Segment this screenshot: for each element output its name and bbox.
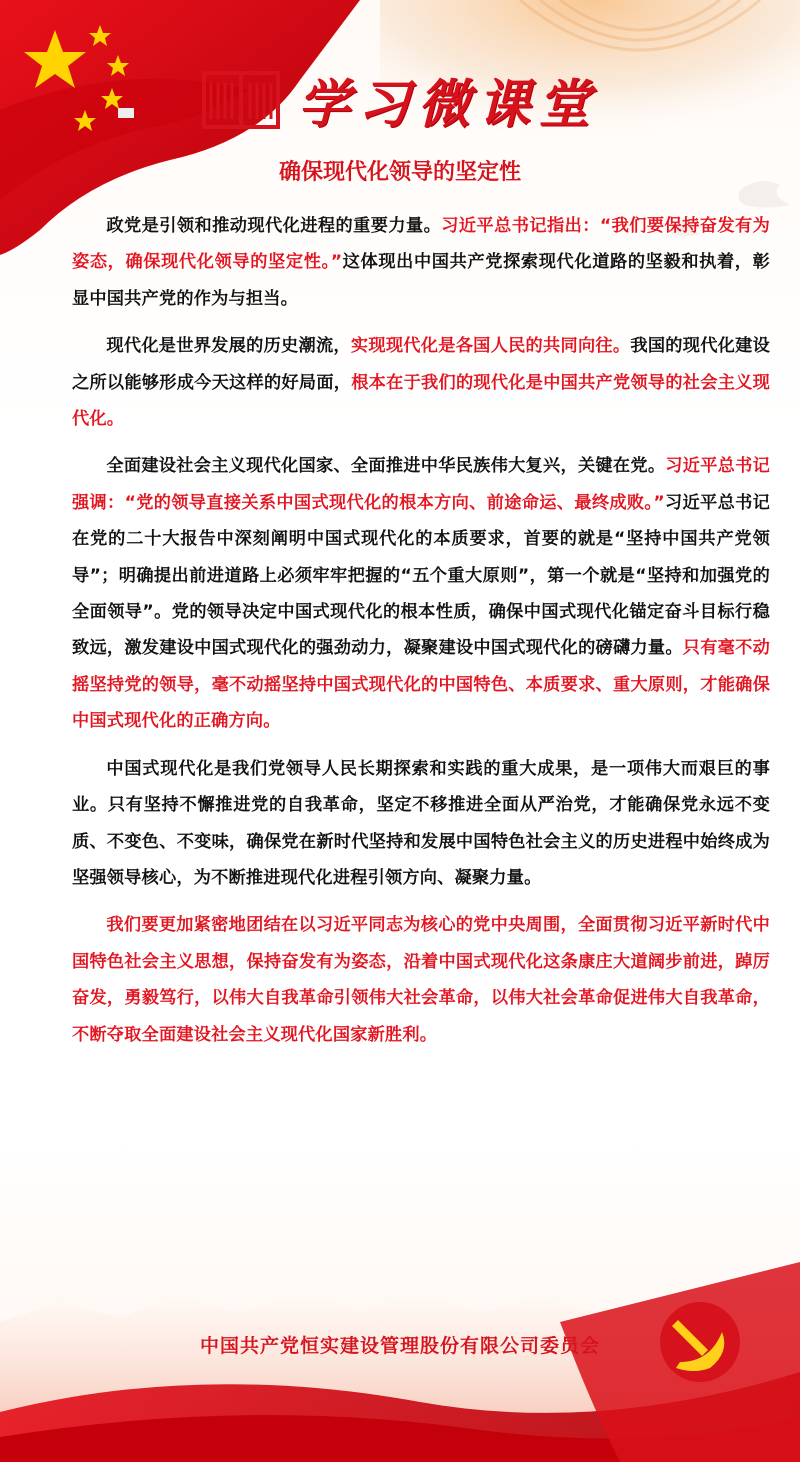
book-icon xyxy=(202,69,280,131)
article-body xyxy=(72,208,770,1064)
body-text: 政党是引领和推动现代化进程的重要力量。 xyxy=(106,216,442,236)
brand-title: 学习微课堂 xyxy=(297,74,598,135)
brand-header xyxy=(0,62,800,137)
body-text: 中国式现代化是我们党领导人民长期探索和实践的重大成果，是一项伟大而艰巨的事业。只有坚持不懈推进党的自我革命，坚定不移推进全面从严治党，才能确保党永远不变质、不变色、不变味，确保党在新时代坚持和发展中国特色社会主义的历史进程中始终成为坚强领导核心，为不断推进现代化进程引领方向、凝聚力量。 xyxy=(72,758,770,888)
highlight-text: 习近平总书记强调：“党的领导直接关系中国式现代化的根本方向、前途命运、最终成败。” xyxy=(72,456,770,513)
highlight-text: 习近平总书记指出：“我们要保持奋发有为姿态，确保现代化领导的坚定性。” xyxy=(72,216,770,273)
highlight-text: 实现现代化是各国人民的共同向往。 xyxy=(350,336,631,357)
body-text: 习近平总书记在党的二十大报告中深刻阐明中国式现代化的本质要求，首要的就是“坚持中国共产党领导”；明确提出前进道路上必须牢牢把握的“五个重大原则”，第一个就是“坚持和加强党的全面领导”。党的领导决定中国式现代化的根本性质，确保中国式现代化锚定奋斗目标行稳致远，激发建设中国式现代化的强劲动力，凝聚建设中国式现代化的磅礴力量。 xyxy=(72,492,771,659)
highlight-text: 根本在于我们的现代化是中国共产党领导的社会主义现代化。 xyxy=(72,372,771,430)
signature: 中国共产党恒实建设管理股份有限公司委员会 xyxy=(199,1335,600,1357)
body-text: 这体现出中国共产党探索现代化道路的坚毅和执着，彰显中国共产党的作为与担当。 xyxy=(72,252,770,309)
paragraph xyxy=(72,328,770,437)
body-text: 我国的现代化建设之所以能够形成今天这样的好局面， xyxy=(72,336,771,393)
paragraph xyxy=(72,907,770,1053)
highlight-text: 只有毫不动摇坚持党的领导，毫不动摇坚持中国式现代化的中国特色、本质要求、重大原则，才能确保中国式现代化的正确方向。 xyxy=(72,638,770,732)
paragraph xyxy=(72,448,770,739)
body-text: 全面建设社会主义现代化国家、全面推进中华民族伟大复兴，关键在党。 xyxy=(106,456,666,477)
body-text: 现代化是世界发展的历史潮流， xyxy=(106,336,351,357)
paragraph xyxy=(72,751,770,897)
paragraph xyxy=(72,208,770,317)
page-title: 确保现代化领导的坚定性 xyxy=(278,160,521,185)
highlight-text: 我们要更加紧密地团结在以习近平同志为核心的党中央周围，全面贯彻习近平新时代中国特色社会主义思想，保持奋发有为姿态，沿着中国式现代化这条康庄大道阔步前进，踔厉奋发，勇毅笃行，以伟大自我革命引领伟大社会革命，以伟大社会革命促进伟大自我革命，不断夺取全面建设社会主义现代化国家新胜利。 xyxy=(72,915,770,1045)
